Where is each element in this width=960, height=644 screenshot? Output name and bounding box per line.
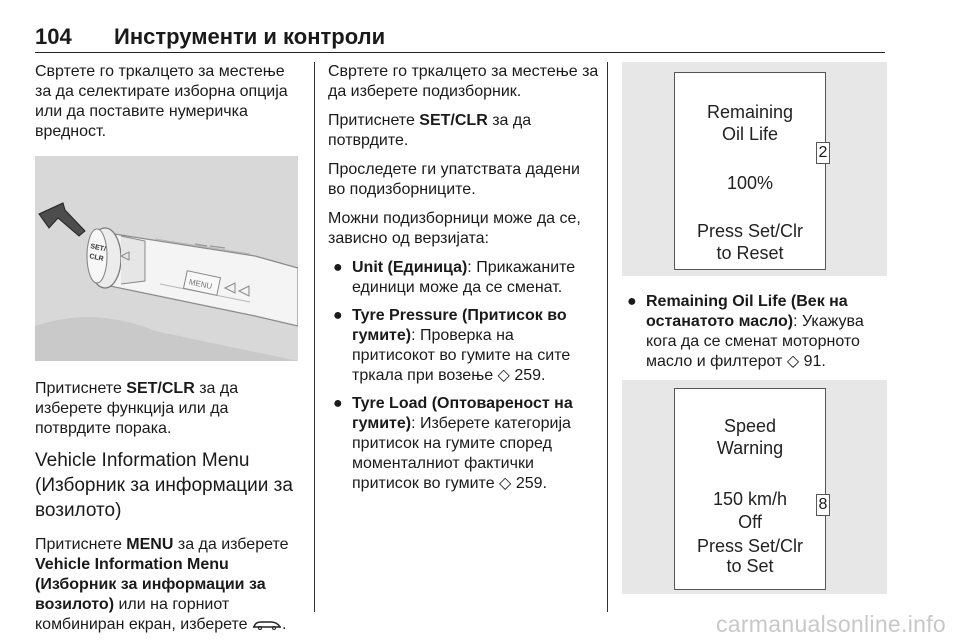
oil-life-instruction-line2: to Reset	[716, 243, 784, 263]
bullet-icon: ●	[333, 307, 343, 324]
list-item-tyre-pressure: ● Tyre Pressure (Притисок во гумите): Проверка на притисокот во гумите на сите тркала при возење ◇ 259.	[333, 307, 571, 384]
steering-lever-illustration	[35, 156, 298, 361]
submenu-paragraph: Свртете го тркалцето за местење за да изберете подизборник.	[328, 63, 599, 100]
column-1	[35, 62, 303, 644]
page-header	[35, 24, 885, 53]
display-page-tag: 8	[816, 494, 830, 516]
speed-warning-display	[622, 380, 887, 594]
oil-life-value: 100%	[726, 173, 774, 193]
page-ref-arrow-icon: ◇	[499, 475, 512, 492]
display-page-tag: 2	[816, 142, 830, 164]
speed-warning-screen	[674, 388, 826, 590]
oil-life-instruction-line1: Press Set/Clr	[696, 221, 804, 241]
press-setclr-paragraph: Притиснете SET/CLR за да изберете функција или да потврдите порака.	[35, 380, 239, 437]
oil-life-list	[622, 292, 890, 372]
setclr-label-line2: CLR	[88, 253, 105, 263]
list-item-oil-life: ● Remaining Oil Life (Век на останатото масло): Укажува кога да се сменат моторното масло и филтерот ◇ 91.	[627, 293, 864, 370]
setclr-label-line1: SET/	[89, 243, 107, 254]
page-number: 104	[35, 24, 72, 49]
menu-paragraph: Притиснете MENU за да изберете Vehicle Information Menu (Изборник за информации за возилото) или на горниот комбиниран екран, изберете .	[35, 536, 289, 633]
column-2	[328, 62, 600, 502]
setclr-button-text: SET/CLR	[126, 380, 195, 397]
page-ref-arrow-icon: ◇	[497, 367, 510, 384]
menu-label: MENU	[188, 277, 213, 292]
follow-instructions-paragraph: Проследете ги упатствата дадени во подизборниците.	[328, 161, 580, 198]
page-ref-link[interactable]: 259	[515, 475, 543, 492]
column-divider-1	[314, 62, 315, 612]
page-title: Инструменти и контроли	[114, 24, 386, 49]
menu-button-text: MENU	[126, 536, 174, 553]
watermark: carmanualsonline.info	[715, 611, 946, 637]
setclr-button-text-2: SET/CLR	[419, 112, 488, 129]
speed-warning-title-line1: Speed	[723, 416, 777, 436]
section-heading: Vehicle Information Menu (Изборник за информации за возилото)	[35, 450, 293, 521]
page-ref-arrow-icon: ◇	[786, 353, 800, 370]
page-ref-link[interactable]: 259	[514, 367, 542, 384]
oil-life-display	[622, 62, 887, 276]
possible-submenus-paragraph: Можни подизборници може да се, зависно од верзијата:	[328, 210, 581, 247]
page-ref-link[interactable]: 91	[803, 353, 822, 370]
list-item-unit: ● Unit (Единица): Прикажаните единици може да се сменат.	[333, 259, 576, 296]
menu-name-text: Vehicle Information Menu (Изборник за информации за возилото)	[35, 556, 266, 613]
lever-drawing	[35, 156, 298, 361]
bullet-icon: ●	[333, 395, 343, 412]
speed-warning-instruction-line2: to Set	[726, 556, 774, 576]
intro-paragraph: Свртете го тркалцето за местење за да селектирате изборна опција или да поставите нумеричка вредност.	[35, 63, 288, 140]
bullet-icon: ●	[627, 293, 637, 310]
column-divider-2	[607, 62, 608, 612]
submenu-list	[328, 258, 600, 494]
speed-warning-title-line2: Warning	[716, 438, 784, 458]
column-3	[622, 62, 890, 610]
car-icon	[252, 618, 282, 630]
oil-life-title-line1: Remaining	[706, 102, 794, 122]
list-item-tyre-load: ● Tyre Load (Оптовареност на гумите): Изберете категорија притисок на гумите според моменталниот фактички притисок во гумите ◇ 259.	[333, 395, 573, 492]
confirm-paragraph: Притиснете SET/CLR за да потврдите.	[328, 112, 532, 149]
speed-warning-state: Off	[738, 512, 762, 532]
oil-life-title-line2: Oil Life	[721, 124, 779, 144]
speed-warning-instruction-line1: Press Set/Clr	[696, 536, 804, 556]
speed-warning-value: 150 km/h	[712, 489, 788, 509]
bullet-icon: ●	[333, 259, 343, 276]
oil-life-screen	[674, 72, 826, 270]
